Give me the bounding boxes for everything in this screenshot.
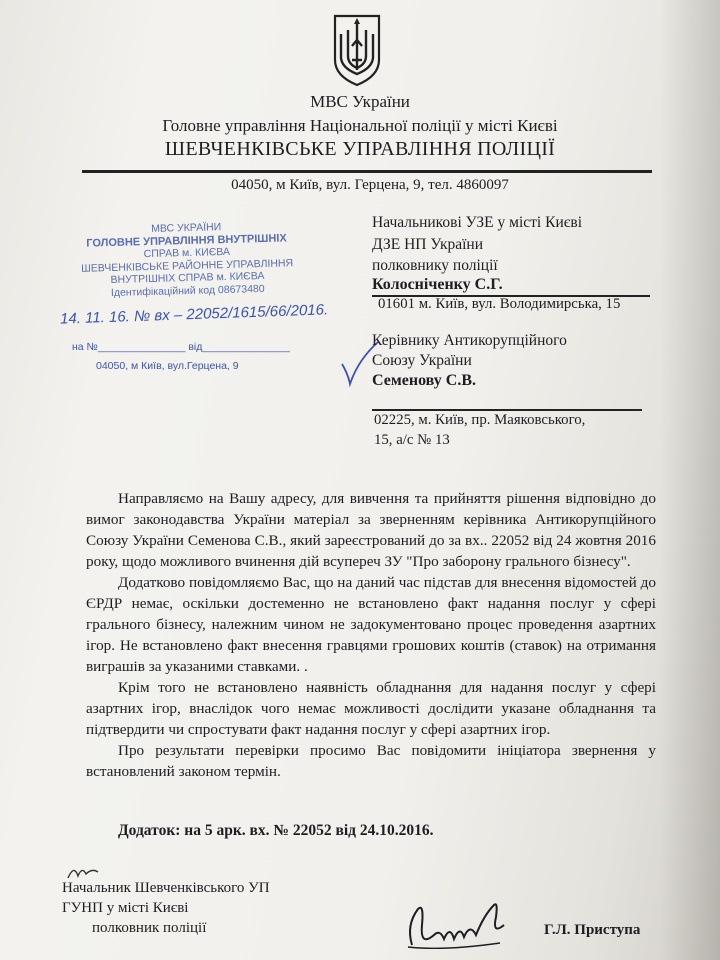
stamp-address: 04050, м Київ, вул.Герцена, 9: [96, 360, 239, 372]
stamp-line: МВС УКРАЇНИ: [150, 221, 222, 235]
paragraph-4: Про результати перевірки просимо Вас повідомити ініціатора звернення у встановлений законом термін.: [86, 742, 656, 780]
division-name: ШЕВЧЕНКІВСЬКЕ УПРАВЛІННЯ ПОЛІЦІЇ: [164, 138, 556, 160]
stamp-line: ШЕВЧЕНКІВСЬКЕ РАЙОННЕ УПРАВЛІННЯ: [81, 256, 294, 275]
tryzub-icon: [330, 12, 384, 88]
recipient1-name: Колосніченку С.Г.: [372, 276, 503, 293]
recipient2-address2: 15, а/с № 13: [374, 432, 450, 448]
letter-body: [86, 488, 656, 782]
paragraph-2: Додатково повідомляємо Вас, що на даний час підстав для внесення відомостей до ЄРДР немає, оскільки достеменно не встановлено факт надання послуг у сфері грального бізнесу, належним чином не задокументовано процес проведення азартних ігор. Не встановлено факт внесення гравцями грошових коштів (ставок) на отримання виграшів за указаними ставками. .: [86, 574, 656, 675]
stamp-line: ГОЛОВНЕ УПРАВЛІННЯ ВНУТРІШНІХ: [86, 231, 287, 250]
recipient1-line1: Начальникові УЗЕ у місті Києві: [372, 214, 583, 231]
handwritten-registration: 14. 11. 16. № вх – 22052/1615/66/2016.: [59, 301, 329, 328]
header-rule: [82, 170, 652, 173]
recipient2-rule: [372, 409, 642, 411]
ministry-name: МВС України: [310, 92, 410, 111]
header-address: 04050, м Київ, вул. Герцена, 9, тел. 4860097: [231, 177, 509, 193]
recipient2-line2: Союзу України: [372, 352, 472, 369]
signatory-title-1: Начальник Шевченківського УП: [62, 880, 270, 896]
stamp-line: Ідентифікаційний код 08673480: [110, 282, 265, 299]
recipient2-line1: Керівнику Антикорупційного: [372, 332, 567, 349]
stamp-line: ВНУТРІШНІХ СПРАВ м. КИЄВА: [110, 269, 265, 287]
reference-number-line: на №_______________ від_______________: [72, 341, 290, 353]
signatory-title-3: полковник поліції: [92, 920, 207, 936]
department-name: Головне управління Національної поліції у місті Києві: [162, 116, 558, 135]
recipient2-address1: 02225, м. Київ, пр. Маяковського,: [374, 412, 586, 428]
recipient2-name: Семенову С.В.: [372, 372, 476, 389]
paragraph-1: Направляємо на Вашу адресу, для вивчення та прийняття рішення відповідно до вимог законодавства України матеріал за зверненням керівника Антикорупційного Союзу України Семенова С.В., який зареєстрований до за вх.. 22052 від 24 жовтня 2016 року, щодо можливого вчинення дій всупереч ЗУ "Про заборону грального бізнесу".: [86, 490, 656, 570]
paragraph-3: Крім того не встановлено наявність обладнання для надання послуг у сфері азартних ігор, внаслідок чого немає можливості дослідити указане обладнання та підтвердити чи спростувати факт надання послуг у сфері азартних ігор.: [86, 679, 656, 738]
recipient1-address: 01601 м. Київ, вул. Володимирська, 15: [378, 296, 621, 312]
stamp-line: СПРАВ м. КИЄВА: [143, 245, 231, 261]
handwritten-signature: [404, 895, 514, 955]
recipient1-line2: ДЗЕ НП України: [372, 236, 483, 253]
recipient1-line3: полковнику поліції: [372, 257, 498, 274]
signatory-name: Г.Л. Приступа: [544, 922, 641, 938]
attachment-line: Додаток: на 5 арк. вх. № 22052 від 24.10.2016.: [118, 822, 434, 839]
registration-stamp: [61, 219, 313, 301]
signatory-title-2: ГУНП у місті Києві: [62, 900, 189, 916]
